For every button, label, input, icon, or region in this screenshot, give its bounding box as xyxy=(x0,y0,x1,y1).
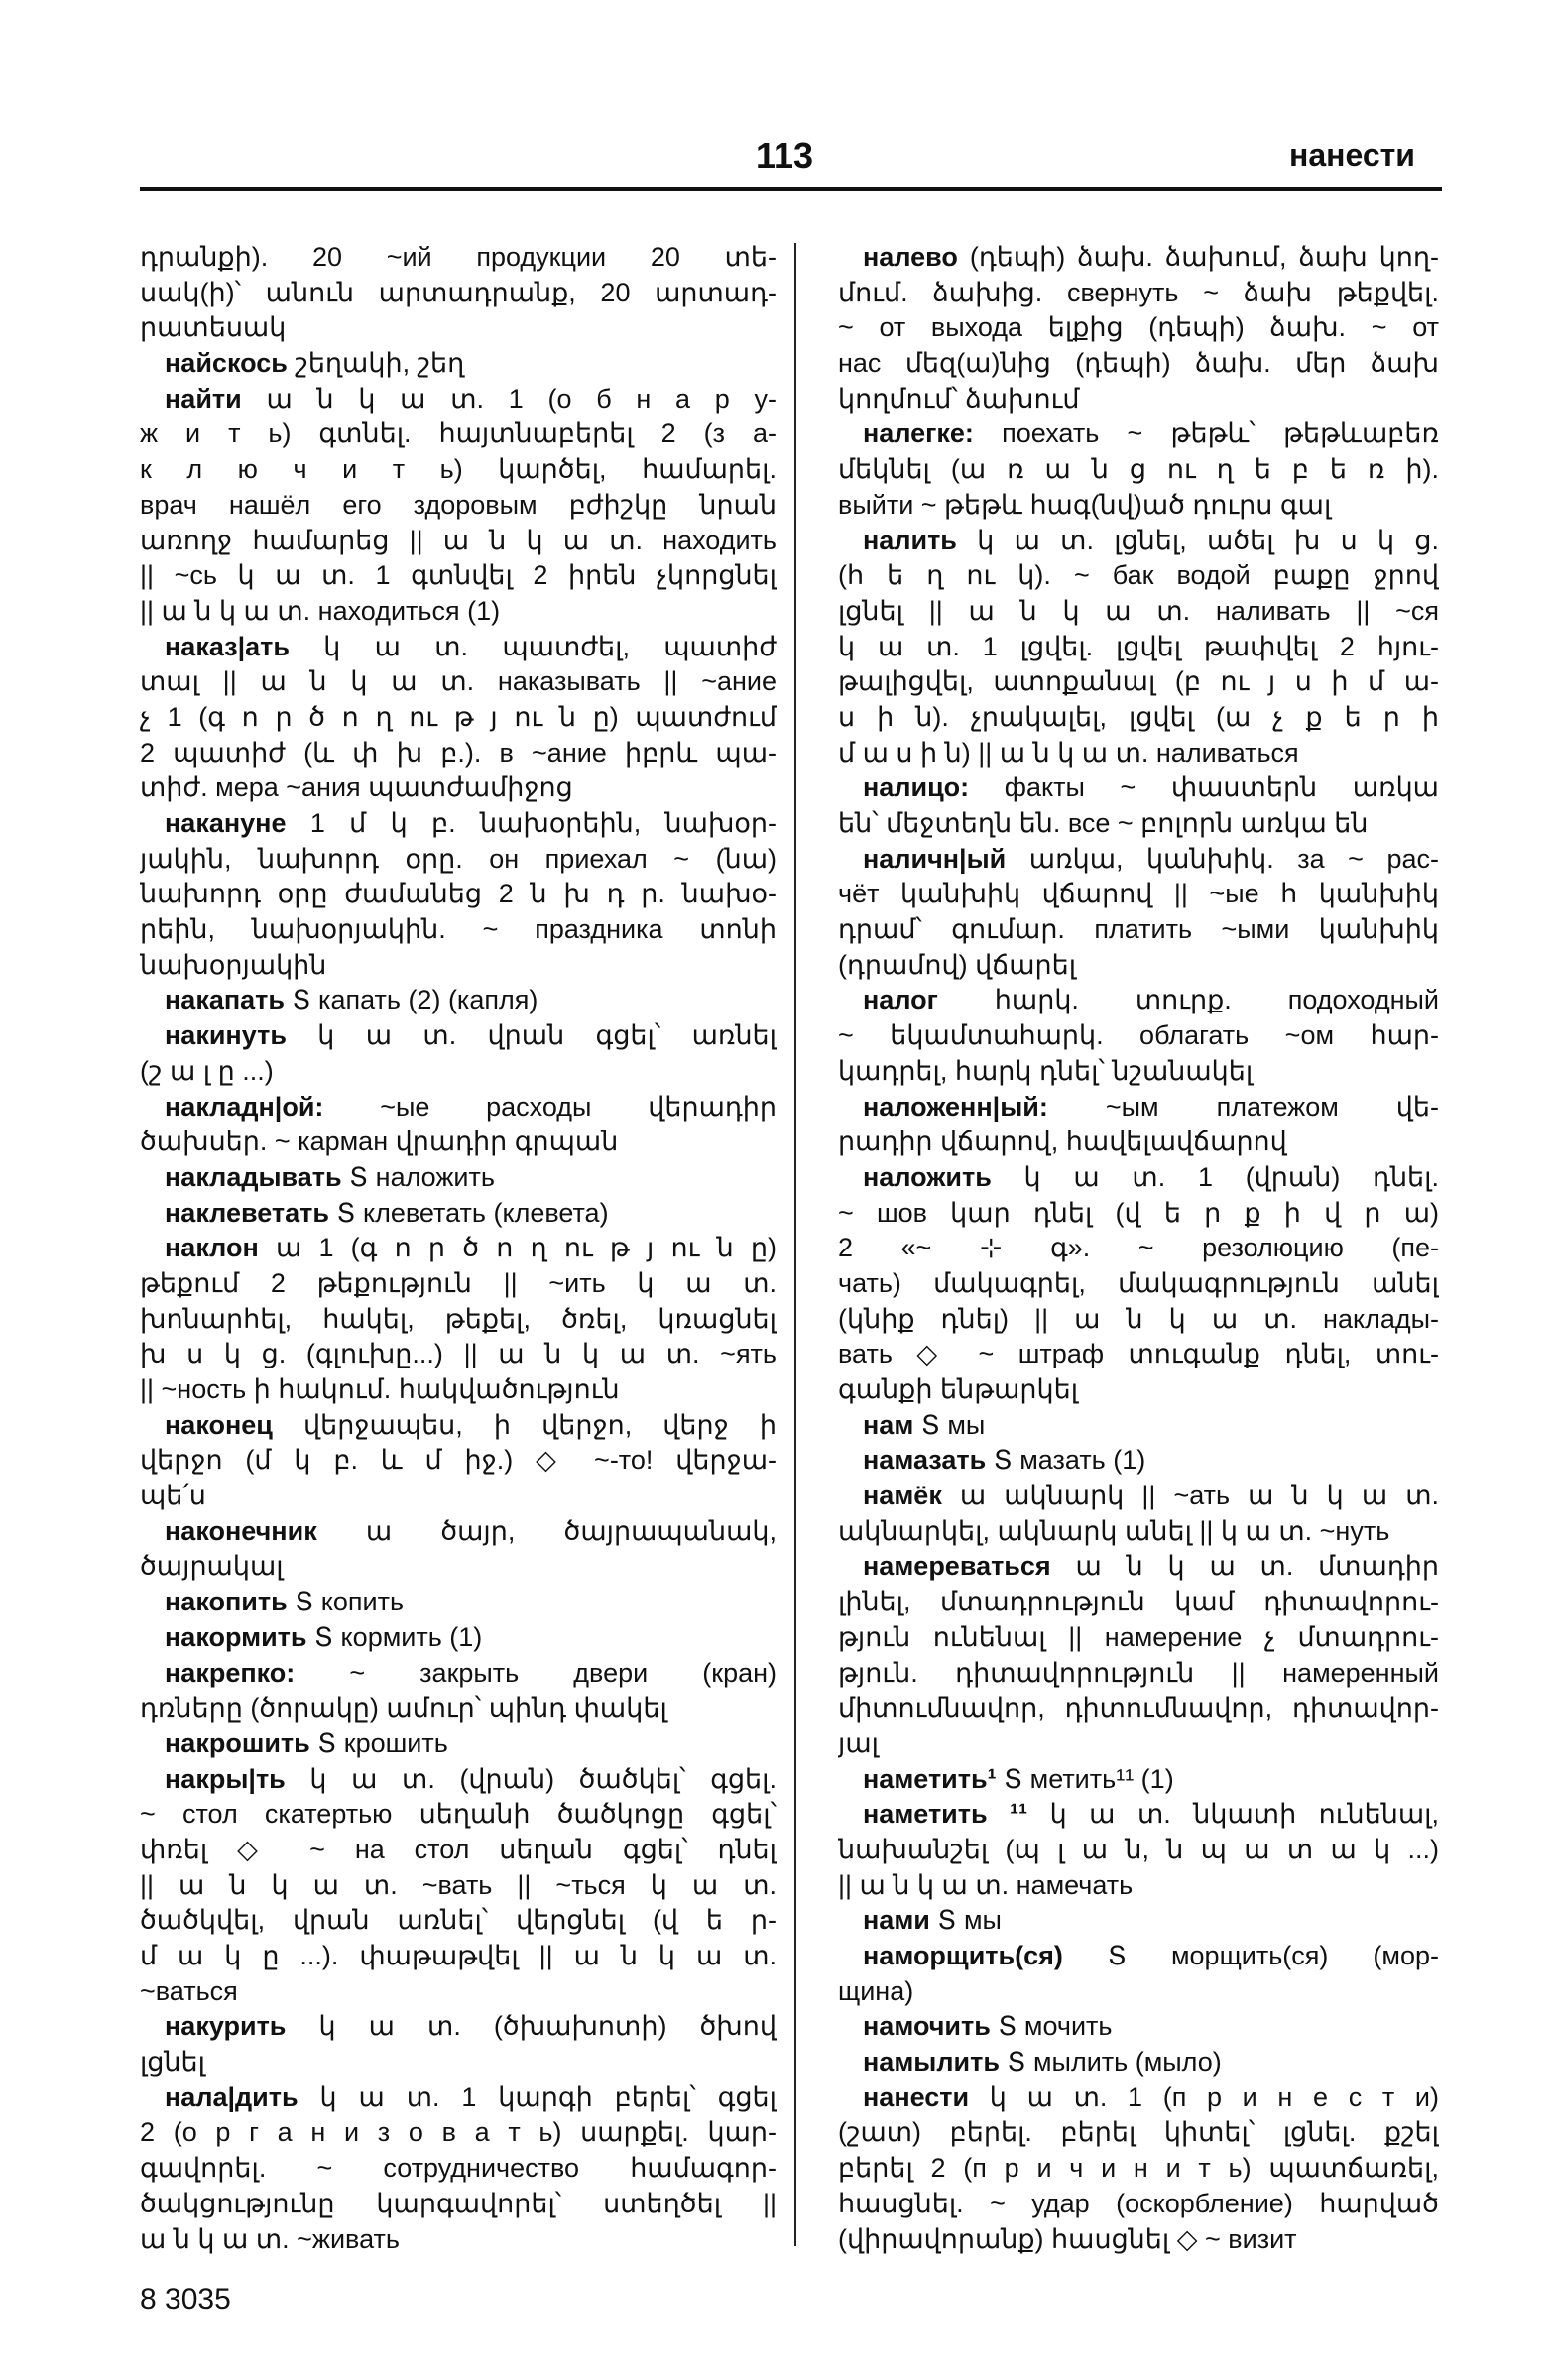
dictionary-line xyxy=(140,1549,777,1585)
definition-text: կ ա տ. 1 կարգի բերել՝ գցել xyxy=(298,2082,777,2112)
definition-text: են՝ մեջտեղն են. все ~ բոլորն առկա են xyxy=(838,808,1369,838)
entry-headword-line xyxy=(838,2009,1439,2045)
definition-text: 1 մ կ բ. նախօրեին, նախօր- xyxy=(286,808,777,838)
entry-headword-line xyxy=(838,1939,1439,1974)
dictionary-line xyxy=(838,346,1439,382)
definition-text: րադիր վճարով, հավելավճարով xyxy=(838,1127,1287,1157)
dictionary-line xyxy=(140,1443,777,1479)
definition-text: կ ա տ. նկատի ունենալ, xyxy=(1027,1799,1439,1830)
definition-text: ծախսեր. ~ карман վրադիր գրպան xyxy=(140,1127,619,1157)
dictionary-line xyxy=(838,276,1439,311)
entry-headword-line xyxy=(838,1549,1439,1585)
headword: наличн|ый xyxy=(863,843,1007,874)
entry-headword-line xyxy=(140,806,777,842)
definition-text: ~ стол скатертью սեղանի ծածկոցը գցել՝ xyxy=(140,1799,777,1830)
headword: намочить xyxy=(863,2011,991,2042)
headword: накладывать xyxy=(165,1161,342,1192)
dictionary-line xyxy=(140,877,777,912)
definition-text: ж и т ь) գտնել. հայտնաբերել 2 (з а- xyxy=(140,418,777,449)
dictionary-line xyxy=(838,1372,1439,1408)
definition-text: факты ~ փաստերն առկա xyxy=(969,773,1439,803)
entry-headword-line xyxy=(838,1903,1439,1939)
definition-text: կ ա տ. վրան գցել՝ առնել xyxy=(286,1020,777,1051)
headword: накладн|ой: xyxy=(165,1091,324,1122)
headword: найскось xyxy=(165,348,288,379)
dictionary-line xyxy=(140,2222,777,2258)
definition-text: Տ наложить xyxy=(341,1161,495,1192)
dictionary-line xyxy=(838,700,1439,736)
entry-headword-line xyxy=(140,1090,777,1126)
entry-headword-line xyxy=(838,2045,1439,2081)
entry-headword-line xyxy=(838,240,1439,276)
dictionary-line xyxy=(140,1868,777,1904)
definition-text: ա ծայր, ծայրապանակ, xyxy=(316,1515,777,1546)
definition-text: տալ || ա ն կ ա տ. наказывать || ~ание xyxy=(140,666,777,697)
dictionary-line xyxy=(140,452,777,488)
definition-text: ս ի ն). չրակալել, լցվել (ա չ ք ե ր ի xyxy=(838,701,1439,732)
dictionary-line xyxy=(838,594,1439,630)
definition-text: ա ն կ ա տ. մտադիր xyxy=(1050,1551,1439,1582)
dictionary-line xyxy=(838,2115,1439,2151)
definition-text: (դեպի) ձախ. ձախում, ձախ կող- xyxy=(957,242,1439,272)
definition-text: դռները (ծորակը) ամուր՝ պինդ փակել xyxy=(140,1693,667,1724)
dictionary-line xyxy=(140,1691,777,1726)
definition-text: (շ ա լ ը ...) xyxy=(140,1055,274,1086)
entry-headword-line xyxy=(838,1443,1439,1479)
entry-headword-line xyxy=(838,1408,1439,1444)
entry-headword-line xyxy=(140,382,777,417)
headword: намереваться xyxy=(863,1551,1051,1582)
headword: накинуть xyxy=(165,1020,287,1051)
dictionary-line xyxy=(140,1302,777,1338)
header-rule xyxy=(140,187,1442,191)
headword: налог xyxy=(863,985,938,1015)
dictionary-line xyxy=(140,664,777,700)
entry-headword-line xyxy=(140,346,777,382)
definition-text: վերջապես, ի վերջո, վերջ ի xyxy=(272,1409,777,1440)
entry-headword-line xyxy=(140,1196,777,1232)
definition-text: թյուն. դիտավորություն || намеренный xyxy=(838,1657,1439,1688)
entry-headword-line xyxy=(838,1797,1439,1833)
headword: наметить ¹¹ xyxy=(863,1799,1028,1830)
entry-headword-line xyxy=(838,524,1439,559)
dictionary-line xyxy=(838,736,1439,772)
dictionary-line xyxy=(838,1691,1439,1726)
dictionary-line xyxy=(838,806,1439,842)
dictionary-line xyxy=(838,1656,1439,1692)
definition-text: սակ(ի)՝ անուն արտադրանք, 20 արտադ- xyxy=(140,277,777,307)
entry-headword-line xyxy=(838,416,1439,452)
dictionary-line xyxy=(140,842,777,878)
definition-text: Տ мылить (мыло) xyxy=(999,2047,1222,2078)
entry-headword-line xyxy=(838,771,1439,806)
entry-headword-line xyxy=(140,1408,777,1444)
headword: наложенн|ый: xyxy=(863,1091,1048,1122)
headword: накапать xyxy=(165,985,285,1015)
column-divider xyxy=(794,243,796,2246)
definition-text: շեղակի, շեղ xyxy=(287,348,465,379)
definition-text: մ ա կ ը ...). փաթաթվել || ա ն կ ա տ. xyxy=(140,1941,777,1970)
definition-text: выйти ~ թեթև հագ(նվ)ած դուրս գալ xyxy=(838,489,1332,520)
definition-text: դրանքի). 20 ~ий продукции 20 տե- xyxy=(140,242,777,272)
dictionary-line xyxy=(838,1833,1439,1868)
definition-text: տիժ. мера ~ания պատժամիջոց xyxy=(140,773,573,803)
dictionary-line xyxy=(838,912,1439,948)
definition-text: Տ мазать (1) xyxy=(986,1445,1146,1476)
dictionary-line xyxy=(140,310,777,346)
dictionary-line xyxy=(838,382,1439,417)
definition-text: (դրամով) վճարել xyxy=(838,949,1077,980)
definition-text: Տ морщить(ся) (мор- xyxy=(1062,1941,1439,1970)
definition-text: լցնել xyxy=(140,2047,205,2078)
running-head: нанести xyxy=(1289,137,1415,173)
headword: намылить xyxy=(863,2047,1000,2078)
definition-text: կադրել, հարկ դնել՝ նշանակել xyxy=(838,1055,1254,1086)
dictionary-line xyxy=(838,1302,1439,1338)
definition-text: հասցնել. ~ удар (оскорбление) հարված xyxy=(838,2188,1439,2218)
definition-text: ծայրակալ xyxy=(140,1551,284,1582)
headword: накурить xyxy=(165,2011,287,2042)
definition-text: նախանշել (պ լ ա ն, ն պ ա տ ա կ ...) xyxy=(838,1834,1439,1864)
dictionary-line xyxy=(140,1125,777,1160)
right-column xyxy=(838,240,1439,2257)
dictionary-line xyxy=(140,1974,777,2010)
entry-headword-line xyxy=(140,2081,777,2116)
definition-text: ա ն կ ա տ. 1 (о б н а р у- xyxy=(241,383,777,414)
dictionary-line xyxy=(140,736,777,772)
definition-text: լինել, մտադրություն կամ դիտավորու- xyxy=(838,1587,1439,1617)
definition-text: կ ա տ. (վրան) ծածկել՝ գցել. xyxy=(285,1763,777,1794)
definition-text: ա ակնարկ || ~ать ա ն կ ա տ. xyxy=(941,1481,1439,1511)
definition-text: Տ метить¹¹ (1) xyxy=(996,1763,1174,1794)
dictionary-line xyxy=(838,2151,1439,2187)
page-number: 113 xyxy=(756,135,814,176)
dictionary-line xyxy=(140,912,777,948)
definition-text: чать) մակագրել, մակագրություն անել xyxy=(838,1267,1439,1298)
entry-headword-line xyxy=(838,1762,1439,1798)
dictionary-line xyxy=(140,558,777,594)
headword: найти xyxy=(165,383,242,414)
entry-headword-line xyxy=(140,1585,777,1620)
entry-headword-line xyxy=(838,1090,1439,1126)
definition-text: վերջո (մ կ բ. և մ իջ.) ◇ ~-то! վերջա- xyxy=(140,1445,777,1476)
definition-text: || ա ն կ ա տ. намечать xyxy=(838,1869,1134,1900)
dictionary-line xyxy=(140,1372,777,1408)
headword: нанести xyxy=(863,2082,970,2112)
definition-text: 2 պատիժ (և փ խ բ.). в ~ание իբրև պա- xyxy=(140,737,777,768)
dictionary-line xyxy=(838,630,1439,665)
dictionary-line xyxy=(838,1054,1439,1090)
entry-headword-line xyxy=(140,1018,777,1054)
entry-headword-line xyxy=(838,1160,1439,1196)
dictionary-line xyxy=(838,310,1439,346)
definition-text: կ ա տ. պատժել, պատիժ xyxy=(290,631,777,661)
definition-text: մ ա ս ի ն) || ա ն կ ա տ. наливаться xyxy=(838,737,1299,768)
dictionary-line xyxy=(140,2151,777,2187)
definition-text: առկա, կանխիկ. за ~ рас- xyxy=(1006,843,1439,874)
dictionary-line xyxy=(140,240,777,276)
definition-text: հարկ. տուրք. подоходный xyxy=(937,985,1439,1015)
entry-headword-line xyxy=(140,983,777,1018)
definition-text: чёт կանխիկ վճարով || ~ые հ կանխիկ xyxy=(838,879,1439,909)
headword: наложить xyxy=(863,1161,992,1192)
definition-text: րատեսակ xyxy=(140,312,287,343)
dictionary-line xyxy=(140,1337,777,1372)
definition-text: գավորել. ~ сотрудничество համագոր- xyxy=(140,2153,777,2184)
entry-headword-line xyxy=(140,1726,777,1762)
definition-text: թյուն ունենալ || намерение չ մտադրու- xyxy=(838,1621,1439,1652)
dictionary-line xyxy=(140,524,777,559)
entry-headword-line xyxy=(140,1514,777,1550)
definition-text: նախօրյակին xyxy=(140,949,327,980)
dictionary-line xyxy=(140,1479,777,1514)
definition-text: կ ա տ. 1 լցվել. լցվել թափվել 2 հյու- xyxy=(838,631,1439,661)
definition-text: Տ копить xyxy=(287,1587,405,1617)
definition-text: 2 «~ ⊹ գ». ~ резолюцию (пе- xyxy=(838,1233,1439,1263)
headword: накормить xyxy=(165,1621,307,1652)
definition-text: (հ ե ղ ու կ). ~ бак водой բաքը ջրով xyxy=(838,560,1439,591)
definition-text: ~ закрыть двери (кран) xyxy=(295,1657,777,1688)
entry-headword-line xyxy=(140,1620,777,1656)
dictionary-line xyxy=(140,594,777,630)
definition-text: մեկնել (ա ռ ա ն ց ու ղ ե բ ե ռ ի). xyxy=(838,454,1439,485)
dictionary-line xyxy=(838,1974,1439,2010)
definition-text: (շատ) բերել. բերել կիտել՝ լցնել. քշել xyxy=(838,2117,1439,2148)
headword: накрепко: xyxy=(165,1657,296,1688)
definition-text: нас մեզ(ա)նից (դեպի) ձախ. մեր ձախ xyxy=(838,348,1439,379)
definition-text: դրամ՝ գումար. платить ~ыми կանխիկ xyxy=(838,914,1439,945)
headword: нала|дить xyxy=(165,2082,299,2112)
dictionary-line xyxy=(838,1514,1439,1550)
definition-text: || ա ն կ ա տ. ~вать || ~ться կ ա տ. xyxy=(140,1869,777,1900)
definition-text: ~ым платежом վե- xyxy=(1047,1091,1439,1122)
entry-headword-line xyxy=(838,2081,1439,2116)
definition-text: չ 1 (գ ո ր ծ ո ղ ու թ յ ու ն ը) պատժում xyxy=(140,701,777,732)
definition-text: թեքում 2 թեքություն || ~ить կ ա տ. xyxy=(140,1267,777,1298)
headword: наконец xyxy=(165,1409,273,1440)
dictionary-line xyxy=(140,948,777,984)
dictionary-line xyxy=(838,2187,1439,2222)
definition-text: к л ю ч и т ь) կարծել, համարել. xyxy=(140,454,777,485)
dictionary-line xyxy=(838,1125,1439,1160)
dictionary-line xyxy=(140,1054,777,1090)
headword: наклеветать xyxy=(165,1197,329,1228)
entry-headword-line xyxy=(838,1479,1439,1514)
dictionary-line xyxy=(140,1797,777,1833)
dictionary-line xyxy=(838,1868,1439,1904)
dictionary-line xyxy=(838,1620,1439,1656)
entry-headword-line xyxy=(838,842,1439,878)
headword: наклон xyxy=(165,1233,259,1263)
definition-text: Տ мочить xyxy=(990,2011,1113,2042)
definition-text: խոնարհել, հակել, թեքել, ծռել, կռացնել xyxy=(140,1303,777,1334)
dictionary-line xyxy=(140,1266,777,1302)
headword: налегке: xyxy=(863,418,974,449)
definition-text: խ ս կ ց. (գլուխը...) || ա ն կ ա տ. ~ять xyxy=(140,1339,777,1369)
definition-text: ~ եկամտահարկ. облагать ~ом հար- xyxy=(838,1020,1439,1051)
dictionary-line xyxy=(838,1726,1439,1762)
dictionary-line xyxy=(838,488,1439,524)
entry-headword-line xyxy=(140,1656,777,1692)
definition-text: Տ клеветать (клевета) xyxy=(328,1197,609,1228)
definition-text: կ ա տ. լցնել, ածել խ ս կ ց. xyxy=(956,525,1439,555)
dictionary-line xyxy=(838,664,1439,700)
headword: наметить¹ xyxy=(863,1763,997,1794)
left-column xyxy=(140,240,777,2257)
dictionary-line xyxy=(838,1231,1439,1266)
entry-headword-line xyxy=(140,1762,777,1798)
headword: налицо: xyxy=(863,773,970,803)
printer-signature: 8 3035 xyxy=(140,2283,231,2316)
headword: накрошить xyxy=(165,1727,310,1758)
definition-text: щина) xyxy=(838,1975,914,2006)
definition-text: յալ xyxy=(838,1727,879,1758)
definition-text: Տ кормить (1) xyxy=(306,1621,483,1652)
dictionary-line xyxy=(140,276,777,311)
dictionary-line xyxy=(140,700,777,736)
headword: накануне xyxy=(165,808,287,838)
definition-text: ~ые расходы վերադիր xyxy=(323,1091,777,1122)
entry-headword-line xyxy=(838,983,1439,1018)
headword: нами xyxy=(863,1905,930,1936)
definition-text: կ ա տ. 1 (վրան) դնել. xyxy=(991,1161,1439,1192)
dictionary-line xyxy=(140,2187,777,2222)
entry-headword-line xyxy=(140,1160,777,1196)
headword: наконечник xyxy=(165,1515,317,1546)
definition-text: поехать ~ թեթև՝ թեթևաբեռ xyxy=(973,418,1439,449)
definition-text: || ~сь կ ա տ. 1 գտնվել 2 իրեն չկորցնել xyxy=(140,560,777,591)
dictionary-line xyxy=(140,2045,777,2081)
definition-text: փռել ◇ ~ на стол սեղան գցել՝ դնել xyxy=(140,1834,777,1864)
headword: намазать xyxy=(863,1445,987,1476)
dictionary-line xyxy=(838,948,1439,984)
headword: налить xyxy=(863,525,957,555)
definition-text: ~ваться xyxy=(140,1975,238,2006)
definition-text: պե՛ս xyxy=(140,1481,206,1511)
entry-headword-line xyxy=(140,630,777,665)
definition-text: ա 1 (գ ո ր ծ ո ղ ու թ յ ու ն ը) xyxy=(258,1233,777,1263)
definition-text: Տ мы xyxy=(929,1905,1002,1936)
headword: налево xyxy=(863,242,958,272)
definition-text: ծակցությունը կարգավորել՝ ստեղծել || xyxy=(140,2188,777,2218)
headword: накры|ть xyxy=(165,1763,286,1794)
dictionary-line xyxy=(838,1196,1439,1232)
definition-text: լցնել || ա ն կ ա տ. наливать || ~ся xyxy=(838,595,1439,626)
definition-text: врач нашёл его здоровым բժիշկը նրան xyxy=(140,489,777,520)
definition-text: գանքի ենթարկել xyxy=(838,1374,1079,1404)
dictionary-line xyxy=(838,1018,1439,1054)
dictionary-line xyxy=(838,452,1439,488)
dictionary-line xyxy=(838,1337,1439,1372)
dictionary-line xyxy=(140,1939,777,1974)
definition-text: յակին, նախորդ օրը. он приехал ~ (նա) xyxy=(140,843,777,874)
definition-text: առողջ համարեց || ա ն կ ա տ. находить xyxy=(140,525,777,555)
definition-text: ~ от выхода ելքից (դեպի) ձախ. ~ от xyxy=(838,312,1439,343)
dictionary-line xyxy=(140,1903,777,1939)
definition-text: կողմում՝ ձախում xyxy=(838,383,1080,414)
headword: накопить xyxy=(165,1587,288,1617)
headword: намёк xyxy=(863,1481,942,1511)
definition-text: || ~ность ի հակում. հակվածություն xyxy=(140,1374,620,1404)
entry-headword-line xyxy=(140,1231,777,1266)
definition-text: Տ капать (2) (капля) xyxy=(285,985,538,1015)
dictionary-line xyxy=(140,416,777,452)
definition-text: նախորդ օրը ժամանեց 2 ն խ դ ր. նախօ- xyxy=(140,879,777,909)
definition-text: միտումնավոր, դիտումնավոր, դիտավոր- xyxy=(838,1693,1439,1724)
definition-text: րեին, նախօրյակին. ~ праздника տոնի xyxy=(140,914,777,945)
definition-text: թալիցվել, ատոքանալ (բ ու յ ս ի մ ա- xyxy=(838,666,1439,697)
definition-text: Տ крошить xyxy=(309,1727,448,1758)
dictionary-line xyxy=(140,771,777,806)
headword: наморщить(ся) xyxy=(863,1941,1063,1970)
definition-text: ա ն կ ա տ. ~живать xyxy=(140,2223,400,2254)
definition-text: 2 (о р г а н и з о в а т ь) սարքել. կար- xyxy=(140,2117,777,2148)
headword: нам xyxy=(863,1409,914,1440)
definition-text: ~ шов կար դնել (վ ե ր ք ի վ ր ա) xyxy=(838,1197,1439,1228)
headword: наказ|ать xyxy=(165,631,290,661)
dictionary-line xyxy=(838,877,1439,912)
dictionary-line xyxy=(838,1266,1439,1302)
dictionary-line xyxy=(838,1585,1439,1620)
dictionary-line xyxy=(140,2115,777,2151)
definition-text: ակնարկել, ակնարկ անել || կ ա տ. ~нуть xyxy=(838,1515,1390,1546)
definition-text: բերել 2 (п р и ч и н и т ь) պատճառել, xyxy=(838,2153,1439,2184)
entry-headword-line xyxy=(140,2009,777,2045)
definition-text: ծածկվել, վրան առնել՝ վերցնել (վ ե ր- xyxy=(140,1905,777,1936)
dictionary-line xyxy=(140,1833,777,1868)
definition-text: մում. ձախից. свернуть ~ ձախ թեքվել. xyxy=(838,277,1439,307)
definition-text: կ ա տ. 1 (п р и н е с т и) xyxy=(969,2082,1439,2112)
dictionary-line xyxy=(140,488,777,524)
definition-text: || ա ն կ ա տ. находиться (1) xyxy=(140,595,501,626)
definition-text: вать ◇ ~ штраф տուգանք դնել, տու- xyxy=(838,1339,1439,1369)
definition-text: (կնիք դնել) || ա ն կ ա տ. наклады- xyxy=(838,1303,1439,1334)
dictionary-line xyxy=(838,558,1439,594)
definition-text: կ ա տ. (ծխախոտի) ծխով xyxy=(286,2011,777,2042)
definition-text: (վիրավորանք) հասցնել ◇ ~ визит xyxy=(838,2223,1297,2254)
dictionary-line xyxy=(838,2222,1439,2258)
definition-text: Տ мы xyxy=(913,1409,986,1440)
